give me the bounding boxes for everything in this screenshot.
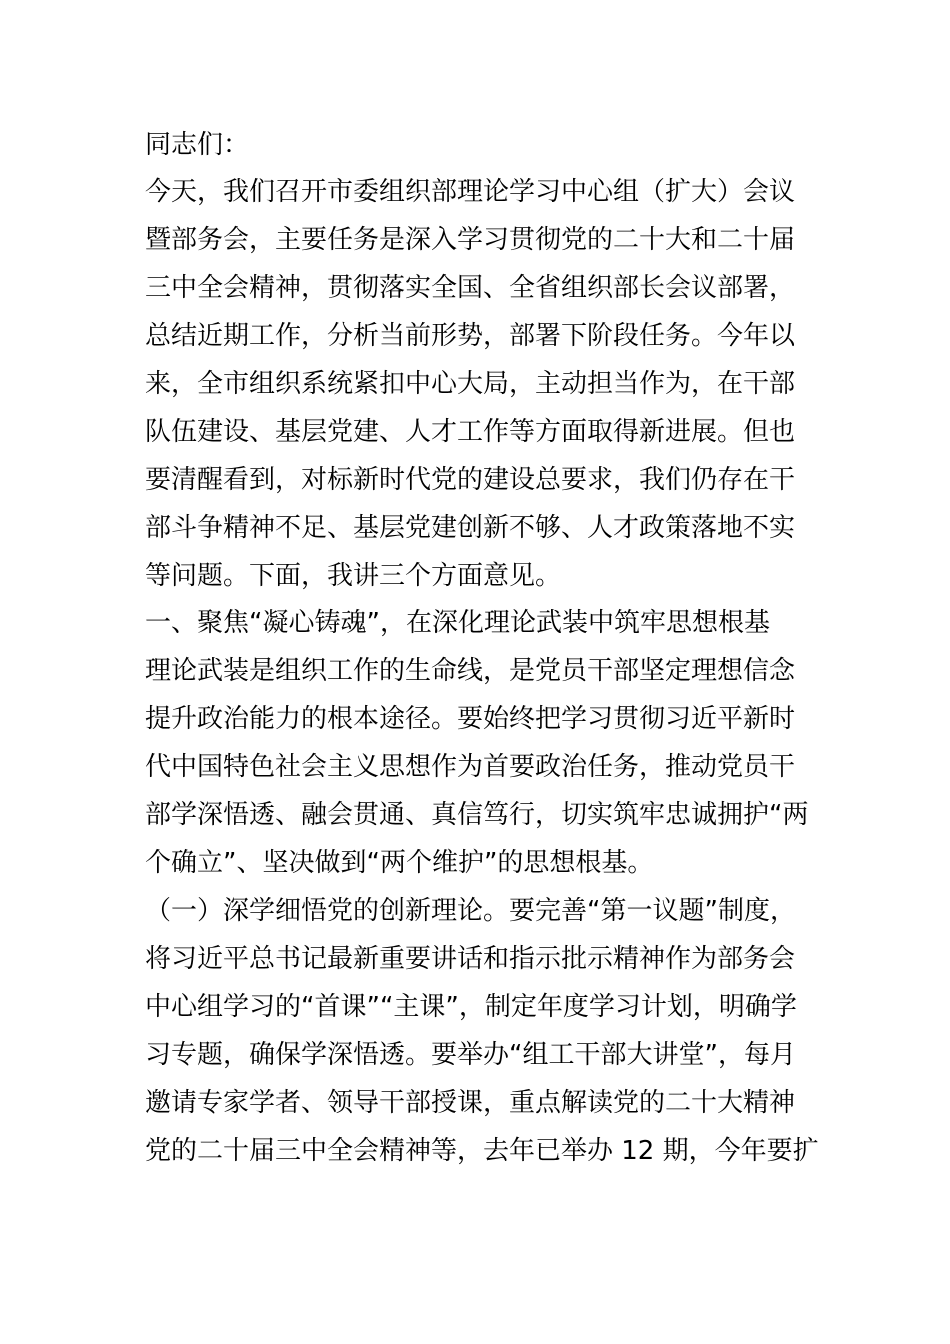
paragraph-line: 个确立”、坚决做到“两个维护”的思想根基。 (145, 848, 654, 878)
paragraph-line: 中心组学习的“首课”“主课”，制定年度学习计划，明确学 (145, 992, 797, 1022)
paragraph-line: 暨部务会，主要任务是深入学习贯彻党的二十大和二十届 (145, 225, 796, 255)
paragraph-line: 部学深悟透、融会贯通、真信笃行，切实筑牢忠诚拥护“两 (145, 800, 809, 830)
paragraph-line: 三中全会精神，贯彻落实全国、全省组织部长会议部署， (145, 273, 796, 303)
paragraph-line: 将习近平总书记最新重要讲话和指示批示精神作为部务会 (145, 944, 796, 974)
paragraph-line: 等问题。下面，我讲三个方面意见。 (145, 561, 562, 591)
paragraph-line: 党的二十届三中全会精神等，去年已举办 12 期，今年要扩 (145, 1136, 819, 1166)
paragraph-line: 代中国特色社会主义思想作为首要政治任务，推动党员干 (145, 752, 796, 782)
paragraph-line: 理论武装是组织工作的生命线，是党员干部坚定理想信念 (145, 656, 796, 686)
paragraph-line: 邀请专家学者、领导干部授课，重点解读党的二十大精神 (145, 1088, 796, 1118)
subsection-heading-line: （一）深学细悟党的创新理论。要完善“第一议题”制度， (145, 896, 796, 926)
salutation: 同志们： (145, 130, 250, 160)
paragraph-line: 今天，我们召开市委组织部理论学习中心组（扩大）会议 (145, 177, 796, 207)
paragraph-line: 部斗争精神不足、基层党建创新不够、人才政策落地不实 (145, 513, 796, 543)
paragraph-line: 来，全市组织系统紧扣中心大局，主动担当作为，在干部 (145, 369, 796, 399)
paragraph-line: 提升政治能力的根本途径。要始终把学习贯彻习近平新时 (145, 704, 796, 734)
paragraph-line: 习专题，确保学深悟透。要举办“组工干部大讲堂”，每月 (145, 1040, 796, 1070)
section-heading: 一、聚焦“凝心铸魂”，在深化理论武装中筑牢思想根基 (145, 608, 770, 638)
paragraph-line: 队伍建设、基层党建、人才工作等方面取得新进展。但也 (145, 417, 796, 447)
paragraph-line: 要清醒看到，对标新时代党的建设总要求，我们仍存在干 (145, 465, 796, 495)
paragraph-line: 总结近期工作，分析当前形势，部署下阶段任务。今年以 (145, 321, 796, 351)
